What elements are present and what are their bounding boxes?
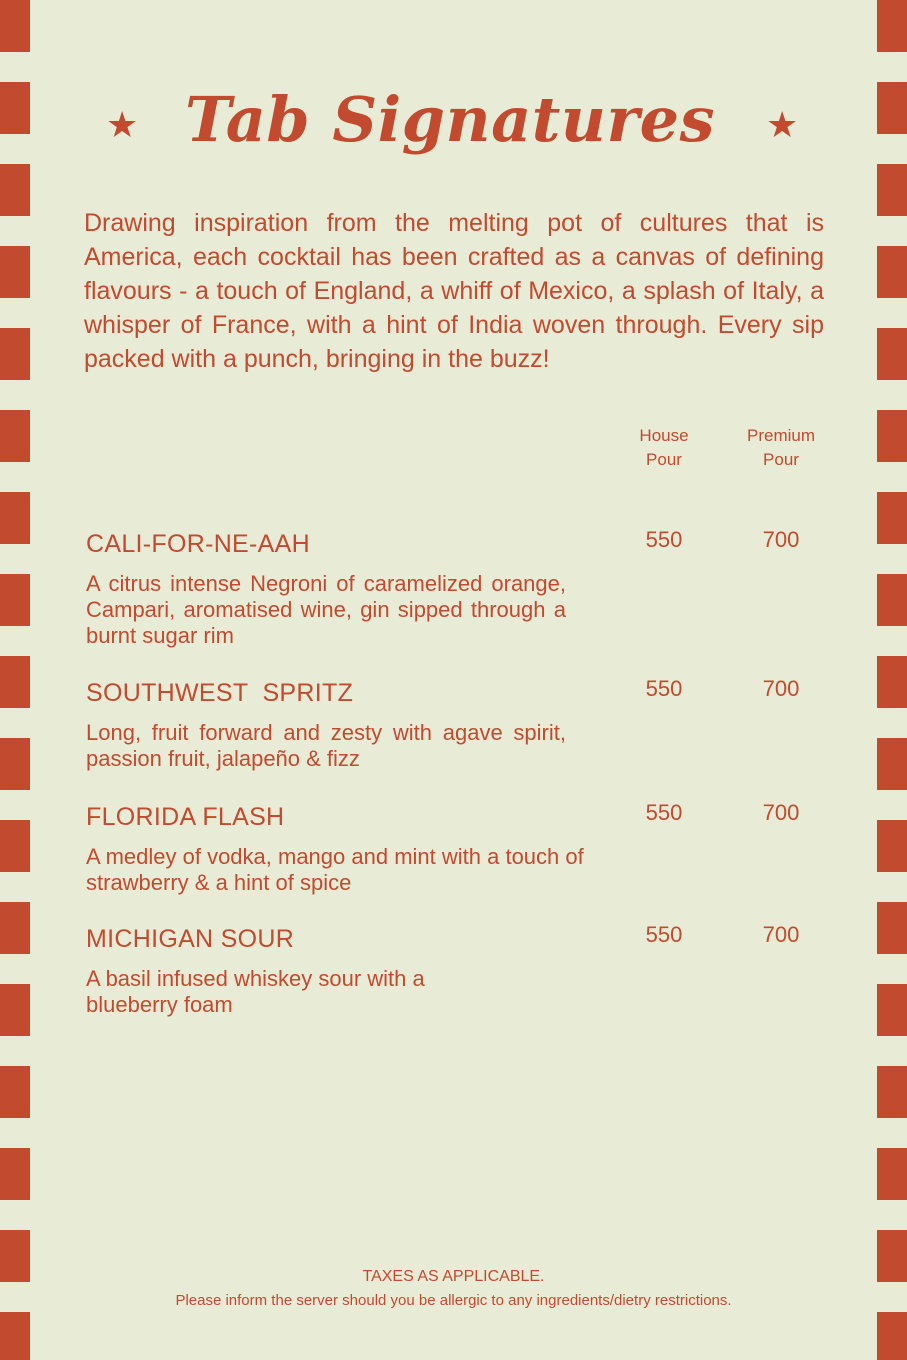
allergy-note: Please inform the server should you be allergic to any ingredients/dietry restrictions. [175,1292,732,1309]
right-striped-border [877,0,907,1360]
premium-price: 700 [762,676,800,701]
premium-price: 700 [762,922,800,947]
star-icon: ★ [766,105,799,146]
menu-title: Tab Signatures [185,83,715,156]
item-name: FLORIDA FLASH [86,803,285,831]
item-description: A citrus intense Negroni of caramelized orange, Campari, aromatised wine, gin sipped through a burnt sugar rim [86,571,566,648]
item-description: A basil infused whiskey sour with a blueberry foam [86,966,425,1017]
star-icon: ★ [106,105,139,146]
house-pour-header-line2: Pour [646,450,682,469]
house-price: 550 [645,527,683,552]
premium-price: 700 [762,527,800,552]
house-price: 550 [645,922,683,947]
item-description: A medley of vodka, mango and mint with a touch of strawberry & a hint of spice [86,844,584,895]
premium-pour-header [726,424,836,472]
premium-pour-header-line1: Premium [746,426,815,445]
house-pour-header-line1: House [639,426,689,445]
premium-price: 700 [762,800,800,825]
item-name: SOUTHWEST SPRITZ [86,679,354,707]
house-pour-header [609,424,719,472]
item-name: CALI-FOR-NE-AAH [86,530,310,558]
house-price: 550 [645,676,683,701]
left-striped-border [0,0,30,1360]
item-name: MICHIGAN SOUR [86,925,295,953]
menu-intro: Drawing inspiration from the melting pot of cultures that is America, each cocktail has been crafted as a canvas of defining flavours - a touch of England, a whiff of Mexico, a splash of Italy, a whisper of France, with a hint of India woven through. Every sip packed with a punch, bringing in the buzz! [84,209,824,373]
taxes-note: TAXES AS APPLICABLE. [362,1268,545,1285]
premium-pour-header-line2: Pour [763,450,799,469]
item-description: Long, fruit forward and zesty with agave spirit, passion fruit, jalapeño & fizz [86,720,566,771]
house-price: 550 [645,800,683,825]
